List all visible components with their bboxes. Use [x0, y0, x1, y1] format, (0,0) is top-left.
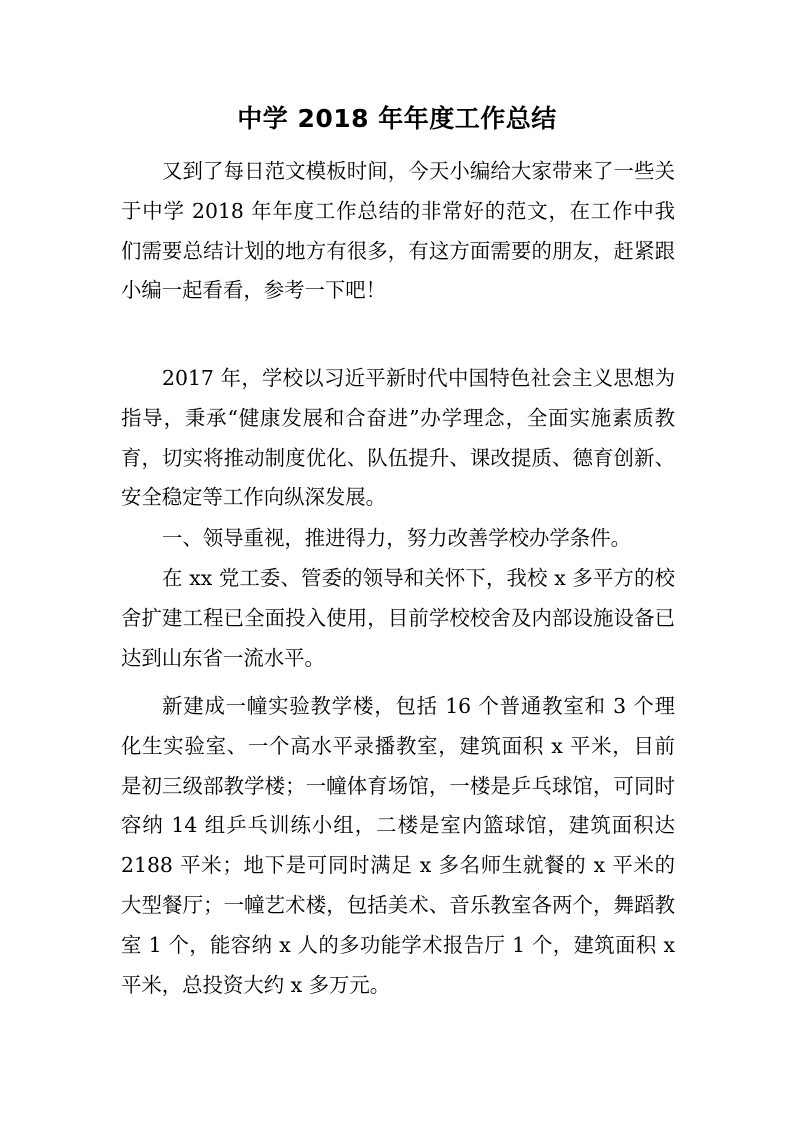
campus-expansion-paragraph: 在 xx 党工委、管委的领导和关怀下，我校 x 多平方的校舍扩建工程已全面投入使用，目前学校校舍及内部设施设备已达到山东省一流水平。	[121, 566, 675, 670]
overview-paragraph: 2017 年，学校以习近平新时代中国特色社会主义思想为指导，秉承“健康发展和合奋进”办学理念，全面实施素质教育，切实将推动制度优化、队伍提升、课改提质、德育创新、安全稳定等工作向纵深发展。	[121, 366, 675, 510]
document-title: 中学 2018 年年度工作总结	[237, 104, 557, 133]
new-buildings-paragraph: 新建成一幢实验教学楼，包括 16 个普通教室和 3 个理化生实验室、一个高水平录播教室，建筑面积 x 平米，目前是初三级部教学楼；一幢体育场馆，一楼是乒乓球馆，可同时容纳 14 组乒乓训练小组，二楼是室内篮球馆，建筑面积达 2188 平米；地下是可同时满足 x 多名师生就餐的 x 平米的大型餐厅；一幢艺术楼，包括美术、音乐教室各两个，舞蹈教室 1 个，能容纳 x 人的多功能学术报告厅 1 个，建筑面积 x 平米，总投资大约 x 多万元。	[121, 694, 675, 997]
intro-paragraph: 又到了每日范文模板时间，今天小编给大家带来了一些关于中学 2018 年年度工作总结的非常好的范文，在工作中我们需要总结计划的地方有很多，有这方面需要的朋友，赶紧跟小编一起看看，参考一下吧！	[121, 159, 675, 303]
section-heading-one: 一、领导重视，推进得力，努力改善学校办学条件。	[162, 526, 631, 550]
